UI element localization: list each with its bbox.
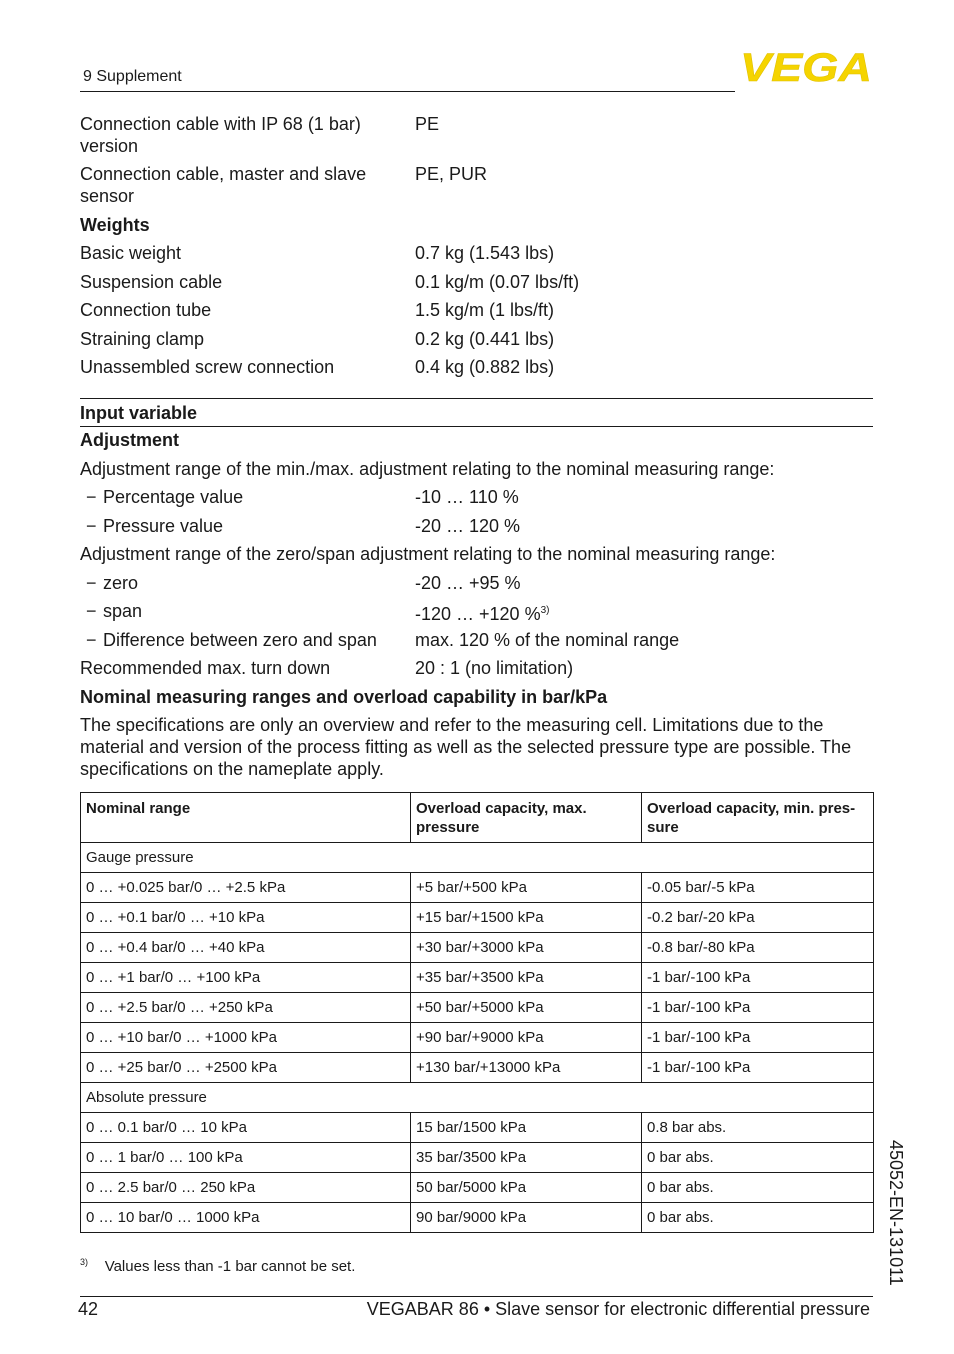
zerospan-label: span <box>103 601 143 621</box>
vega-logo <box>740 50 873 86</box>
minmax-label: Pressure value <box>103 516 224 536</box>
table-row <box>81 1173 874 1203</box>
material-value: PE <box>415 114 440 134</box>
doc-id: 45052-EN-131011 <box>886 1140 906 1286</box>
table-cell: 0.8 bar abs. <box>642 1113 874 1143</box>
weight-label: Straining clamp <box>80 329 205 349</box>
zerospan-value: -20 … +95 % <box>415 573 521 593</box>
weight-label: Suspension cable <box>80 272 223 292</box>
ranges-heading: Nominal measuring ranges and overload capability in bar/kPa <box>80 687 608 707</box>
table-cell: -1 bar/-100 kPa <box>642 1053 874 1083</box>
material-value: PE, PUR <box>415 164 488 184</box>
table-cell: 0 … 10 bar/0 … 1000 kPa <box>81 1203 411 1233</box>
table-cell: -1 bar/-100 kPa <box>642 1023 874 1053</box>
footnote <box>80 1257 355 1275</box>
weight-label: Connection tube <box>80 300 212 320</box>
zerospan-intro: Adjustment range of the zero/span adjustment relating to the nominal measuring range: <box>80 544 776 564</box>
table-row <box>81 933 874 963</box>
minmax-intro: Adjustment range of the min./max. adjustment relating to the nominal measuring range: <box>80 459 775 479</box>
weights-heading: Weights <box>80 215 150 235</box>
table-cell: 0 … +25 bar/0 … +2500 kPa <box>81 1053 411 1083</box>
group-title: Gauge pressure <box>81 843 874 873</box>
table-cell: -1 bar/-100 kPa <box>642 993 874 1023</box>
dash-bullet: − <box>86 601 97 621</box>
zerospan-value-with-note <box>415 600 549 625</box>
table-header-row <box>81 793 874 843</box>
weight-value: 0.4 kg (0.882 lbs) <box>415 357 555 377</box>
table-row <box>81 1053 874 1083</box>
input-variable-heading: Input variable <box>80 403 198 423</box>
header-divider <box>80 91 735 92</box>
table-row <box>81 963 874 993</box>
table-header-cell: Overload capacity, min. pres- sure <box>642 793 874 843</box>
zerospan-value: -120 … +120 % <box>415 604 541 624</box>
table-row <box>81 873 874 903</box>
table-row <box>81 1113 874 1143</box>
zerospan-label: zero <box>103 573 139 593</box>
doc-id-container <box>884 1140 906 1290</box>
ranges-intro: The specifications are only an overview and refer to the measuring cell. Limitations due to the material and version of the process fitting as well as the selected pressure type are possible. The specifications on the nameplate apply. <box>80 715 852 779</box>
table-cell: 90 bar/9000 kPa <box>411 1203 642 1233</box>
weight-label: Unassembled screw connection <box>80 357 335 377</box>
table-cell: +35 bar/+3500 kPa <box>411 963 642 993</box>
table-cell: 0 bar abs. <box>642 1173 874 1203</box>
table-cell: 0 bar abs. <box>642 1143 874 1173</box>
table-cell: 0 … +0.4 bar/0 … +40 kPa <box>81 933 411 963</box>
weight-value: 1.5 kg/m (1 lbs/ft) <box>415 300 555 320</box>
material-label: Connection cable with IP 68 (1 bar) version <box>80 114 361 156</box>
table-cell: +5 bar/+500 kPa <box>411 873 642 903</box>
zerospan-label: Difference between zero and span <box>103 630 377 650</box>
table-cell: 0 … +1 bar/0 … +100 kPa <box>81 963 411 993</box>
table-cell: 0 … +10 bar/0 … +1000 kPa <box>81 1023 411 1053</box>
table-cell: +15 bar/+1500 kPa <box>411 903 642 933</box>
table-cell: +30 bar/+3000 kPa <box>411 933 642 963</box>
table-group-row <box>81 1083 874 1113</box>
table-cell: -0.8 bar/-80 kPa <box>642 933 874 963</box>
footnote-mark: 3) <box>80 1257 89 1267</box>
footer-title: VEGABAR 86 • Slave sensor for electronic differential pressure <box>366 1299 870 1319</box>
table-cell: +130 bar/+13000 kPa <box>411 1053 642 1083</box>
dash-bullet: − <box>86 630 97 650</box>
material-label: Connection cable, master and slave sensor <box>80 164 367 206</box>
table-cell: 0 … +0.1 bar/0 … +10 kPa <box>81 903 411 933</box>
footer-divider <box>80 1296 873 1297</box>
ranges-table <box>80 792 874 1233</box>
table-row <box>81 1143 874 1173</box>
table-cell: 50 bar/5000 kPa <box>411 1173 642 1203</box>
table-cell: 0 … 1 bar/0 … 100 kPa <box>81 1143 411 1173</box>
table-cell: -1 bar/-100 kPa <box>642 963 874 993</box>
table-cell: 0 … 2.5 bar/0 … 250 kPa <box>81 1173 411 1203</box>
table-header-cell: Nominal range <box>81 793 411 843</box>
dash-bullet: − <box>86 516 97 536</box>
zerospan-value: max. 120 % of the nominal range <box>415 630 680 650</box>
table-cell: 0 … 0.1 bar/0 … 10 kPa <box>81 1113 411 1143</box>
footnote-text: Values less than -1 bar cannot be set. <box>104 1258 356 1275</box>
adjustment-heading: Adjustment <box>80 430 179 450</box>
turndown-label: Recommended max. turn down <box>80 658 331 678</box>
table-cell: 35 bar/3500 kPa <box>411 1143 642 1173</box>
table-cell: 0 bar abs. <box>642 1203 874 1233</box>
minmax-value: -20 … 120 % <box>415 516 521 536</box>
table-cell: 0 … +2.5 bar/0 … +250 kPa <box>81 993 411 1023</box>
page-number: 42 <box>78 1299 99 1319</box>
table-cell: -0.05 bar/-5 kPa <box>642 873 874 903</box>
table-cell: +50 bar/+5000 kPa <box>411 993 642 1023</box>
group-title: Absolute pressure <box>81 1083 874 1113</box>
table-cell: 15 bar/1500 kPa <box>411 1113 642 1143</box>
table-row <box>81 903 874 933</box>
weight-value: 0.1 kg/m (0.07 lbs/ft) <box>415 272 580 292</box>
table-header-cell: Overload capacity, max. pressure <box>411 793 642 843</box>
table-cell: +90 bar/+9000 kPa <box>411 1023 642 1053</box>
weight-value: 0.7 kg (1.543 lbs) <box>415 243 555 263</box>
table-cell: 0 … +0.025 bar/0 … +2.5 kPa <box>81 873 411 903</box>
logo-text: VEGA <box>740 50 872 86</box>
table-row <box>81 1203 874 1233</box>
table-row <box>81 993 874 1023</box>
dash-bullet: − <box>86 573 97 593</box>
weight-value: 0.2 kg (0.441 lbs) <box>415 329 555 349</box>
table-group-row <box>81 843 874 873</box>
minmax-label: Percentage value <box>103 487 244 507</box>
section-rule <box>80 398 873 399</box>
section-rule <box>80 426 873 427</box>
minmax-value: -10 … 110 % <box>415 487 519 507</box>
footnote-ref: 3) <box>540 605 550 616</box>
table-row <box>81 1023 874 1053</box>
table-cell: -0.2 bar/-20 kPa <box>642 903 874 933</box>
weight-label: Basic weight <box>80 243 182 263</box>
turndown-value: 20 : 1 (no limitation) <box>415 658 574 678</box>
section-title: 9 Supplement <box>83 68 182 85</box>
dash-bullet: − <box>86 487 97 507</box>
